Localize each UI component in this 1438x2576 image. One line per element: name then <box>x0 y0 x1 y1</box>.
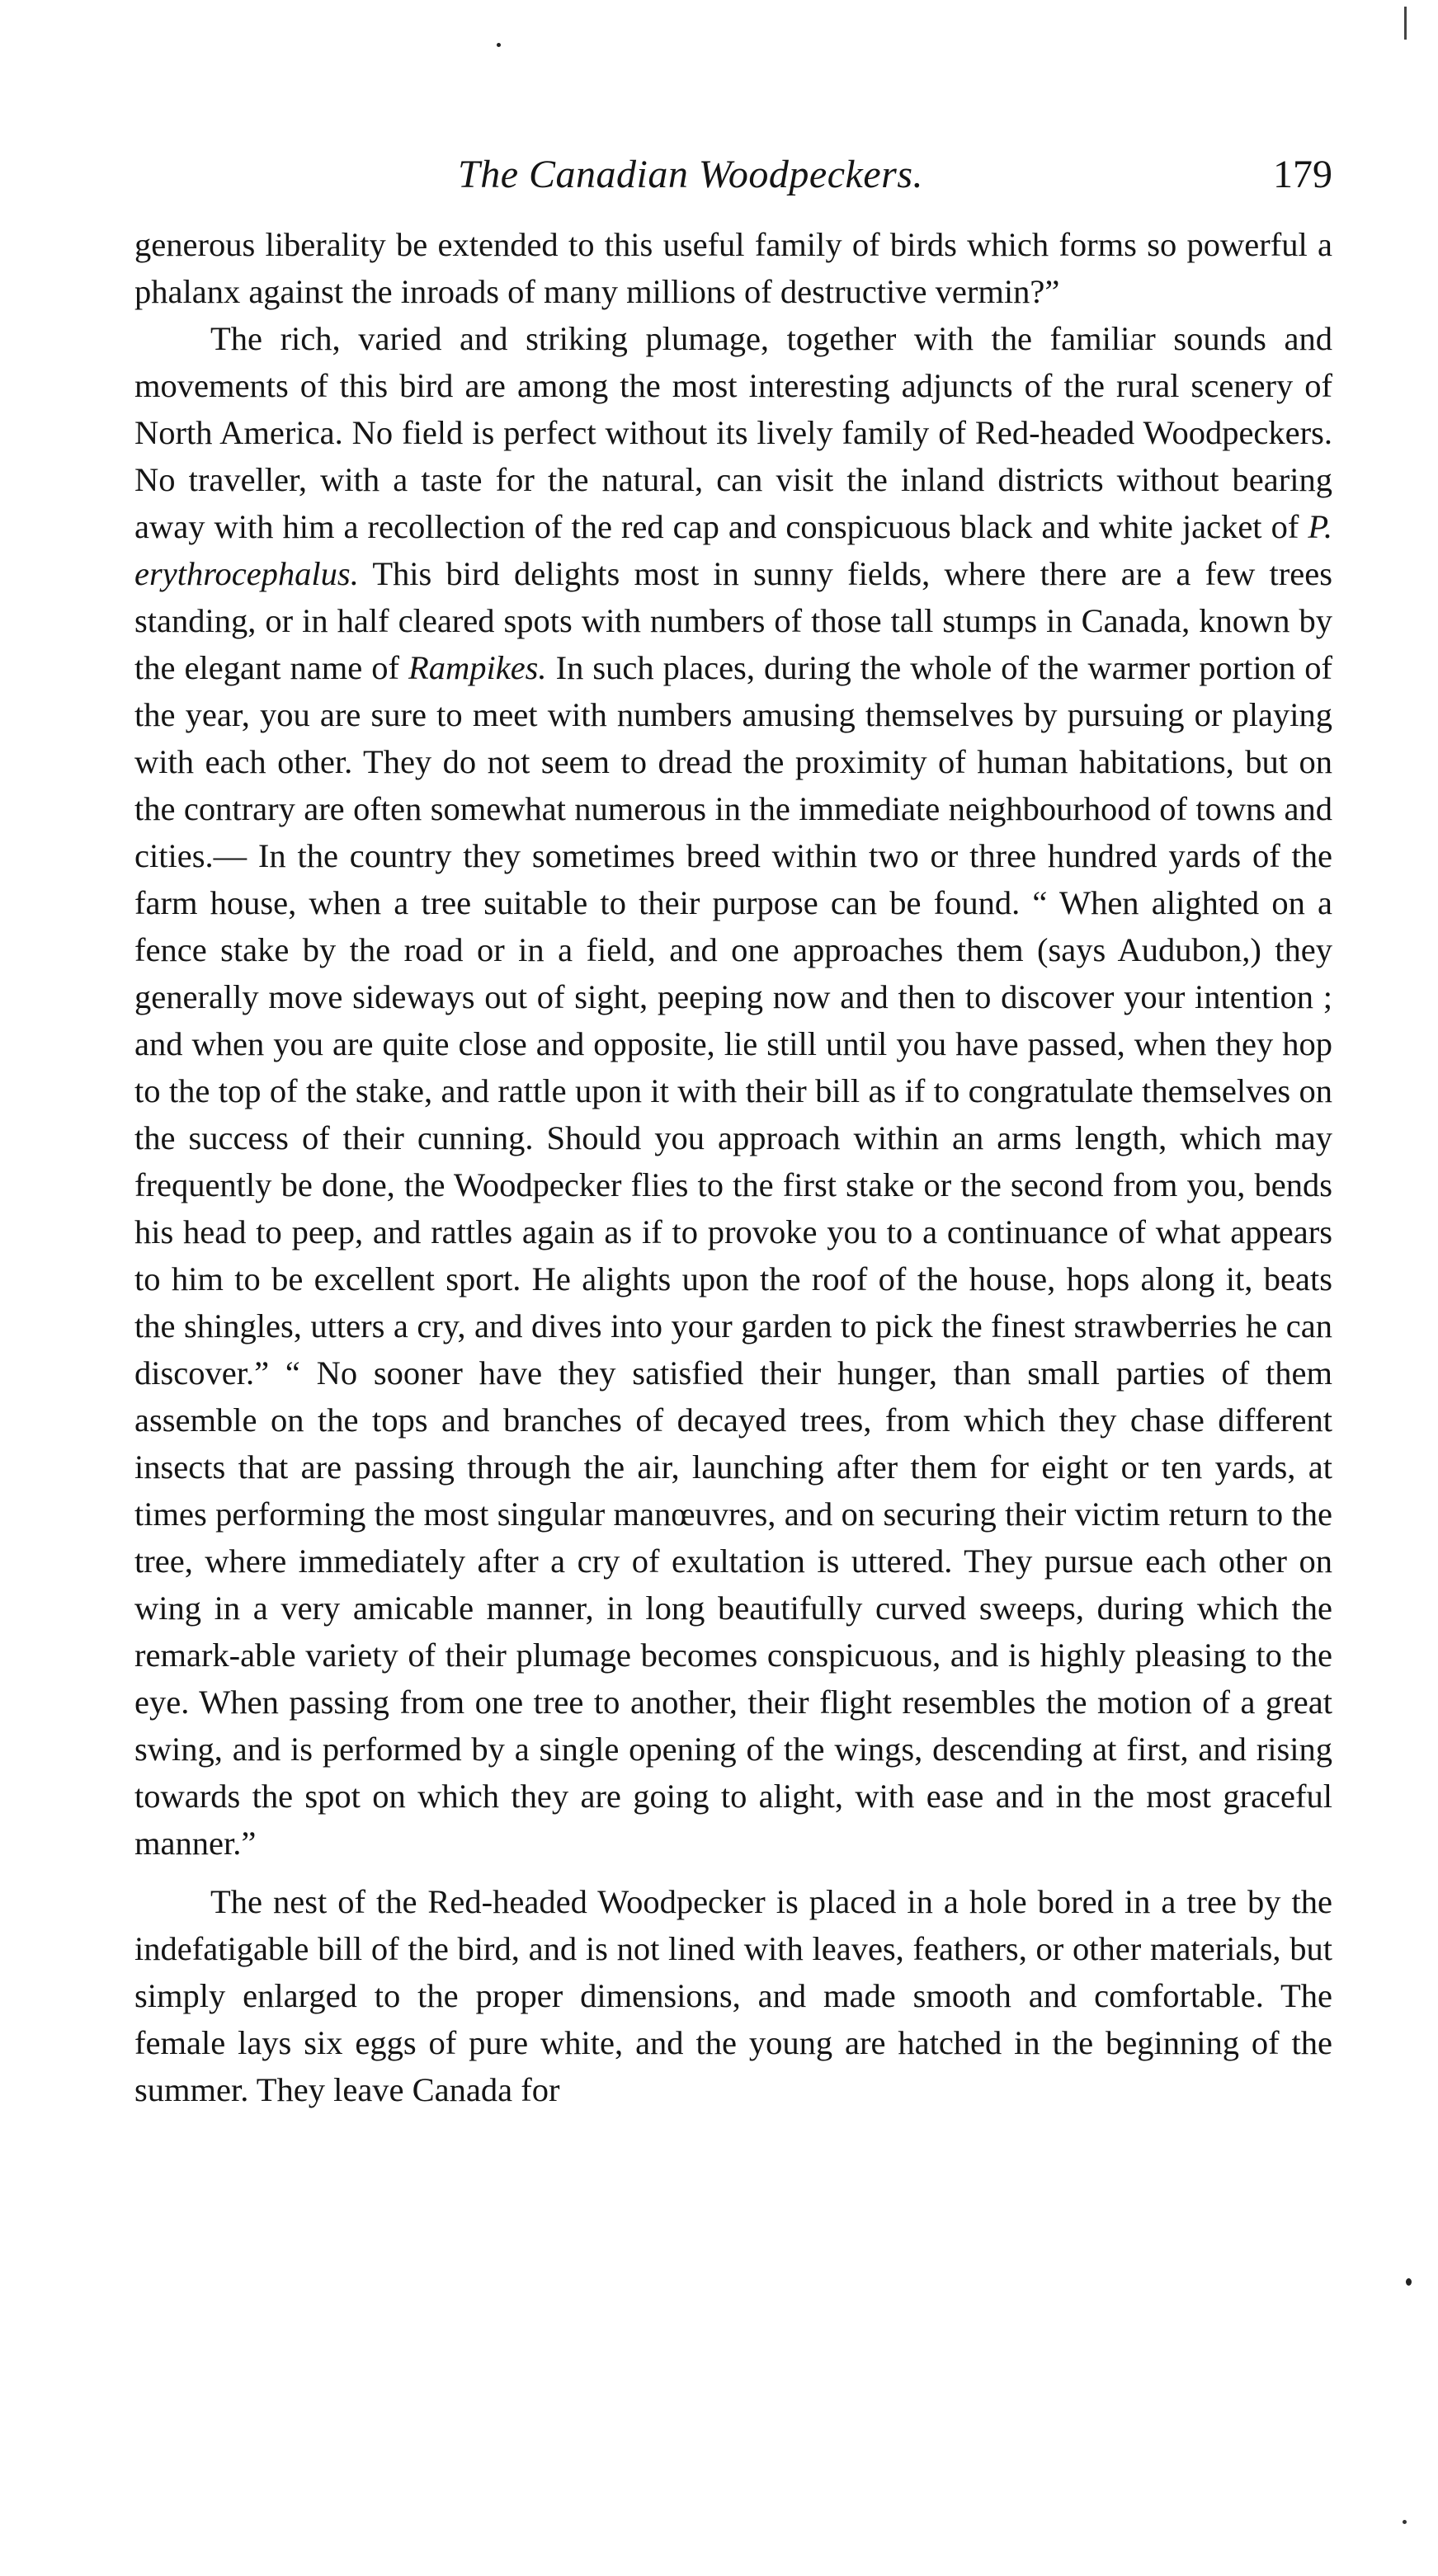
page-number: 179 <box>1273 153 1332 196</box>
text-segment: This bird delights most in sunny fields, where there are a few trees standing, or in half cleared spots with numbers of those tall stumps in Canada, known by the elegant name of <box>134 555 1332 686</box>
rampikes-term: Rampikes. <box>408 649 547 686</box>
paragraph-continuation <box>134 221 1332 315</box>
text-segment: In such places, during the whole of the warmer portion of the year, you are sure to meet with numbers amusing themselves by pursuing or playing with each other. They do not seem to dread the proximity of human habitations, but on the contrary are often somewhat numerous in the immediate neighbourhood of towns and cities.— In the country they sometimes breed within two or three hundred yards of the farm house, when a tree suitable to their purpose can be found. “ When alighted on a fence stake by the road or in a field, and one approaches them (says Audubon,) they generally move sideways out of sight, peeping now and then to discover your intention ; and when you are quite close and opposite, lie still until you have passed, when they hop to the top of the stake, and rattle upon it with their bill as if to congratulate themselves on the success of their cunning. Should you approach within an arms length, which may frequently be done, the Woodpecker flies to the first stake or the second from you, bends his head to peep, and rattles again as if to provoke you to a continuance of what appears to him to be excellent sport. He alights upon the roof of the house, hops along it, beats the shingles, utters a cry, and dives into your garden to pick the finest strawberries he can discover.” “ No sooner have they satisfied their hunger, than small parties of them assemble on the tops and branches of decayed trees, from which they chase different insects that are passing through the air, launching after them for eight or ten yards, at times performing the most singular manœuvres, and on securing their victim return to the tree, where immediately after a cry of exultation is uttered. They pursue each other on wing in a very amicable manner, in long beautifully curved sweeps, during which the remark-able variety of their plumage becomes conspicuous, and is highly pleasing to the eye. When passing from one tree to another, their flight resembles the motion of a great swing, and is performed by a single opening of the wings, descending at first, and rising towards the spot on which they are going to alight, with ease and in the most graceful manner.” <box>134 649 1332 1862</box>
text-segment: generous liberality be extended to this useful family of birds which forms so powerful a phalanx against the inroads of many millions of destructive vermin?” <box>134 226 1332 310</box>
ink-speck <box>497 43 501 47</box>
body-text <box>134 221 1332 2113</box>
margin-mark <box>1406 2278 1412 2286</box>
species-name: P. erythrocephalus. <box>134 508 1332 592</box>
text-segment: The nest of the Red-headed Woodpecker is placed in a hole bored in a tree by the indefatigable bill of the bird, and is not lined with leaves, feathers, or other materials, but simply enlarged to the proper dimensions, and made smooth and comfortable. The female lays six eggs of pure white, and the young are hatched in the beginning of the summer. They leave Canada for <box>134 1883 1332 2108</box>
ink-speck-bottom <box>1403 2520 1407 2524</box>
text-segment: The rich, varied and striking plumage, together with the familiar sounds and movements of this bird are among the most interesting adjuncts of the rural scenery of North America. No field is perfect without its lively family of Red-headed Woodpeckers. No traveller, with a taste for the natural, can visit the inland districts without bearing away with him a recollection of the red cap and conspicuous black and white jacket of <box>134 320 1332 545</box>
page-header <box>458 148 1332 201</box>
paragraph-nest <box>134 1878 1332 2113</box>
scan-edge-mark <box>1404 7 1407 40</box>
running-title: The Canadian Woodpeckers. <box>458 153 924 196</box>
paragraph-plumage <box>134 315 1332 1867</box>
